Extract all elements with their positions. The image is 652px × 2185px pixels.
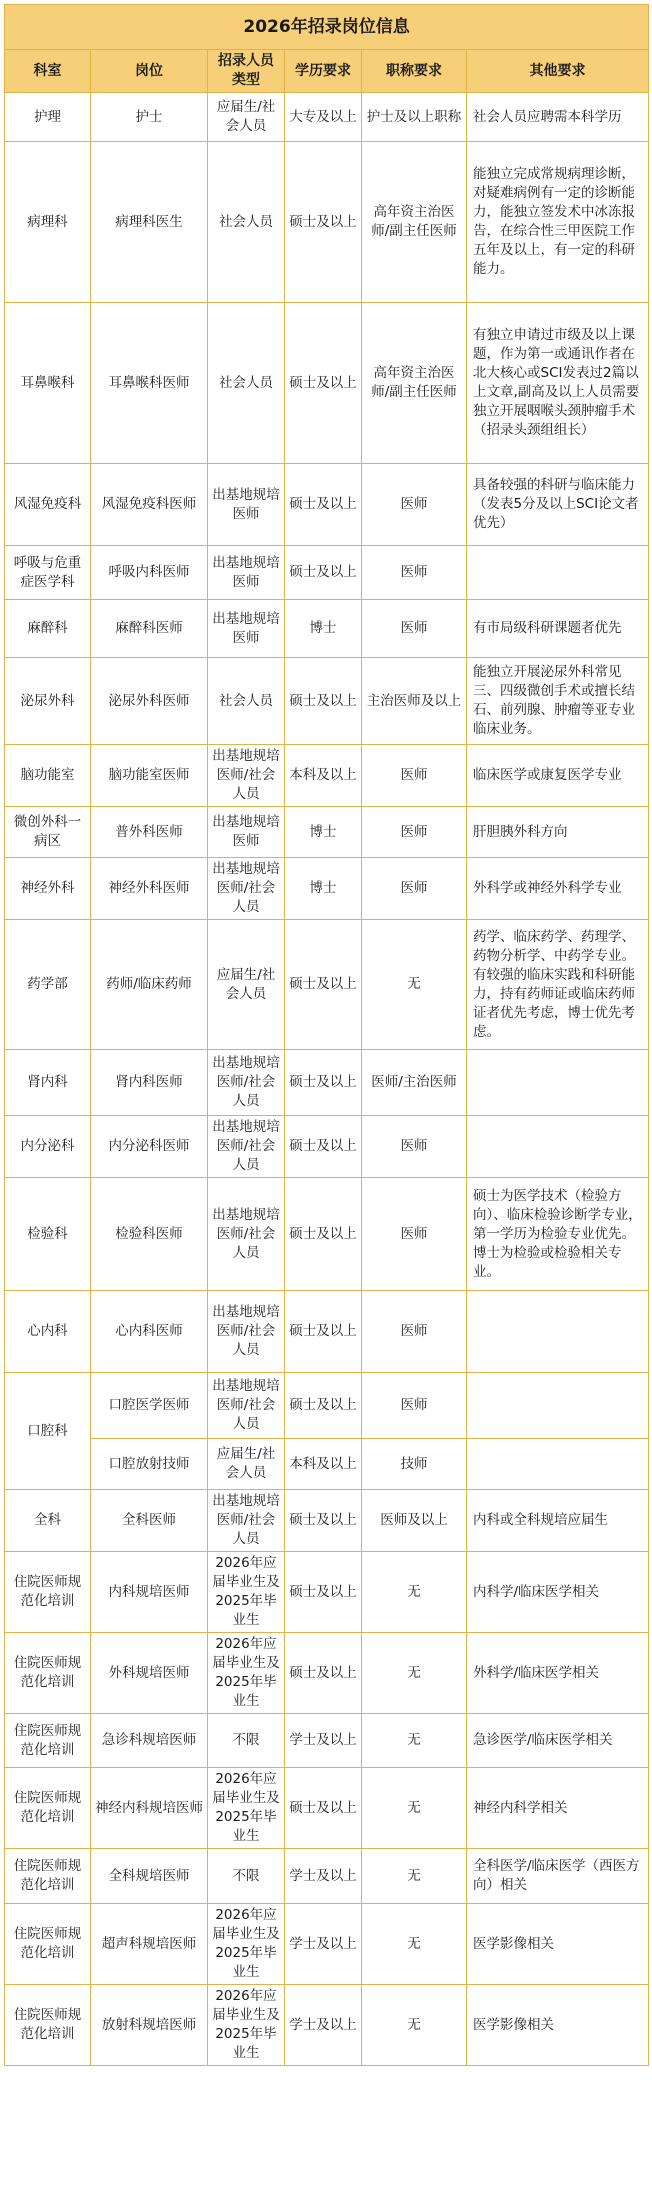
cell-title-req: 无: [362, 920, 467, 1050]
cell-dept: 脑功能室: [5, 745, 91, 807]
header-title-req: 职称要求: [362, 50, 467, 93]
table-row: [5, 1050, 649, 1116]
cell-edu: 硕士及以上: [285, 1050, 362, 1116]
cell-dept: 检验科: [5, 1178, 91, 1291]
cell-type: 2026年应届毕业生及2025年毕业生: [208, 1985, 285, 2066]
cell-edu: 博士: [285, 807, 362, 858]
header-edu: 学历要求: [285, 50, 362, 93]
cell-position: 检验科医师: [91, 1178, 208, 1291]
cell-type: 出基地规培医师/社会人员: [208, 1178, 285, 1291]
table-row: [5, 303, 649, 464]
cell-type: 出基地规培医师: [208, 464, 285, 546]
cell-position: 急诊科规培医师: [91, 1714, 208, 1768]
cell-other: 急诊医学/临床医学相关: [467, 1714, 649, 1768]
cell-title-req: 无: [362, 1985, 467, 2066]
cell-edu: 硕士及以上: [285, 546, 362, 600]
cell-edu: 硕士及以上: [285, 1552, 362, 1633]
table-row: [5, 1985, 649, 2066]
cell-title-req: 医师: [362, 600, 467, 658]
cell-edu: 硕士及以上: [285, 920, 362, 1050]
table-row: [5, 464, 649, 546]
cell-title-req: 医师: [362, 745, 467, 807]
cell-position: 麻醉科医师: [91, 600, 208, 658]
cell-title-req: 主治医师及以上: [362, 658, 467, 745]
cell-edu: 硕士及以上: [285, 1490, 362, 1552]
cell-position: 脑功能室医师: [91, 745, 208, 807]
cell-other: [467, 1050, 649, 1116]
cell-dept: 泌尿外科: [5, 658, 91, 745]
cell-type: 不限: [208, 1714, 285, 1768]
table-row: [5, 1178, 649, 1291]
recruitment-table-container: [4, 4, 648, 2066]
cell-title-req: 医师: [362, 1373, 467, 1439]
cell-other: [467, 1116, 649, 1178]
cell-other: 有市局级科研课题者优先: [467, 600, 649, 658]
cell-other: 神经内科学相关: [467, 1768, 649, 1849]
cell-title-req: 医师: [362, 1116, 467, 1178]
cell-other: 能独立完成常规病理诊断，对疑难病例有一定的诊断能力，能独立签发术中冰冻报告，在综合性三甲医院工作五年及以上，有一定的科研能力。: [467, 142, 649, 303]
cell-edu: 硕士及以上: [285, 464, 362, 546]
cell-position: 药师/临床药师: [91, 920, 208, 1050]
cell-dept: 心内科: [5, 1291, 91, 1373]
cell-type: 出基地规培医师/社会人员: [208, 1291, 285, 1373]
cell-other: 硕士为医学技术（检验方向）、临床检验诊断学专业，第一学历为检验专业优先。博士为检验或检验相关专业。: [467, 1178, 649, 1291]
cell-edu: 硕士及以上: [285, 658, 362, 745]
cell-other: 外科学或神经外科学专业: [467, 858, 649, 920]
table-row: [5, 1373, 649, 1439]
cell-position: 病理科医生: [91, 142, 208, 303]
cell-position: 放射科规培医师: [91, 1985, 208, 2066]
table-row: [5, 1633, 649, 1714]
cell-other: 临床医学或康复医学专业: [467, 745, 649, 807]
cell-edu: 硕士及以上: [285, 1116, 362, 1178]
cell-edu: 硕士及以上: [285, 1178, 362, 1291]
cell-title-req: 医师: [362, 464, 467, 546]
cell-dept: 住院医师规范化培训: [5, 1849, 91, 1904]
cell-edu: 学士及以上: [285, 1904, 362, 1985]
cell-title-req: 无: [362, 1633, 467, 1714]
cell-type: 社会人员: [208, 142, 285, 303]
cell-other: 全科医学/临床医学（西医方向）相关: [467, 1849, 649, 1904]
cell-dept: 内分泌科: [5, 1116, 91, 1178]
cell-edu: 博士: [285, 600, 362, 658]
cell-dept: 耳鼻喉科: [5, 303, 91, 464]
table-row: [5, 658, 649, 745]
cell-title-req: 无: [362, 1768, 467, 1849]
table-row: [5, 600, 649, 658]
table-row: [5, 1490, 649, 1552]
cell-dept: 住院医师规范化培训: [5, 1714, 91, 1768]
cell-position: 耳鼻喉科医师: [91, 303, 208, 464]
table-row: [5, 858, 649, 920]
cell-position: 护士: [91, 93, 208, 142]
cell-type: 出基地规培医师: [208, 807, 285, 858]
cell-dept: 病理科: [5, 142, 91, 303]
cell-dept: 住院医师规范化培训: [5, 1552, 91, 1633]
cell-type: 应届生/社会人员: [208, 1439, 285, 1490]
cell-type: 出基地规培医师/社会人员: [208, 858, 285, 920]
cell-other: 医学影像相关: [467, 1904, 649, 1985]
table-row: [5, 1116, 649, 1178]
cell-dept: 麻醉科: [5, 600, 91, 658]
cell-title-req: 无: [362, 1904, 467, 1985]
cell-position: 超声科规培医师: [91, 1904, 208, 1985]
cell-edu: 学士及以上: [285, 1714, 362, 1768]
cell-dept: 口腔科: [5, 1373, 91, 1490]
table-row: [5, 1552, 649, 1633]
cell-position: 泌尿外科医师: [91, 658, 208, 745]
cell-dept: 微创外科一病区: [5, 807, 91, 858]
header-type: 招录人员类型: [208, 50, 285, 93]
cell-position: 外科规培医师: [91, 1633, 208, 1714]
cell-type: 出基地规培医师/社会人员: [208, 745, 285, 807]
cell-position: 口腔医学医师: [91, 1373, 208, 1439]
table-row: [5, 807, 649, 858]
cell-type: 社会人员: [208, 303, 285, 464]
cell-title-req: 医师: [362, 1178, 467, 1291]
cell-dept: 肾内科: [5, 1050, 91, 1116]
cell-type: 应届生/社会人员: [208, 93, 285, 142]
cell-position: 全科医师: [91, 1490, 208, 1552]
cell-title-req: 无: [362, 1849, 467, 1904]
cell-edu: 大专及以上: [285, 93, 362, 142]
cell-title-req: 无: [362, 1552, 467, 1633]
cell-title-req: 医师: [362, 858, 467, 920]
cell-other: 医学影像相关: [467, 1985, 649, 2066]
cell-dept: 神经外科: [5, 858, 91, 920]
table-row: [5, 142, 649, 303]
cell-type: 2026年应届毕业生及2025年毕业生: [208, 1768, 285, 1849]
cell-type: 社会人员: [208, 658, 285, 745]
cell-type: 出基地规培医师: [208, 546, 285, 600]
cell-other: 能独立开展泌尿外科常见三、四级微创手术或擅长结石、前列腺、肿瘤等亚专业临床业务。: [467, 658, 649, 745]
cell-dept: 护理: [5, 93, 91, 142]
table-row: [5, 1714, 649, 1768]
cell-other: [467, 546, 649, 600]
cell-edu: 硕士及以上: [285, 1633, 362, 1714]
table-row: [5, 745, 649, 807]
cell-other: 内科学/临床医学相关: [467, 1552, 649, 1633]
cell-position: 普外科医师: [91, 807, 208, 858]
header-dept: 科室: [5, 50, 91, 93]
table-row: [5, 1439, 649, 1490]
cell-dept: 住院医师规范化培训: [5, 1904, 91, 1985]
cell-edu: 学士及以上: [285, 1985, 362, 2066]
cell-other: 肝胆胰外科方向: [467, 807, 649, 858]
cell-title-req: 无: [362, 1714, 467, 1768]
cell-position: 风湿免疫科医师: [91, 464, 208, 546]
cell-type: 出基地规培医师: [208, 600, 285, 658]
cell-dept: 住院医师规范化培训: [5, 1985, 91, 2066]
cell-position: 神经外科医师: [91, 858, 208, 920]
cell-edu: 本科及以上: [285, 745, 362, 807]
cell-type: 出基地规培医师/社会人员: [208, 1373, 285, 1439]
cell-dept: 全科: [5, 1490, 91, 1552]
cell-dept: 呼吸与危重症医学科: [5, 546, 91, 600]
cell-title-req: 高年资主治医师/副主任医师: [362, 303, 467, 464]
cell-other: 社会人员应聘需本科学历: [467, 93, 649, 142]
cell-edu: 博士: [285, 858, 362, 920]
cell-position: 内科规培医师: [91, 1552, 208, 1633]
cell-position: 口腔放射技师: [91, 1439, 208, 1490]
cell-type: 出基地规培医师/社会人员: [208, 1116, 285, 1178]
cell-type: 出基地规培医师/社会人员: [208, 1050, 285, 1116]
cell-edu: 硕士及以上: [285, 1373, 362, 1439]
cell-type: 出基地规培医师/社会人员: [208, 1490, 285, 1552]
cell-other: 具备较强的科研与临床能力（发表5分及以上SCI论文者优先）: [467, 464, 649, 546]
cell-edu: 学士及以上: [285, 1849, 362, 1904]
cell-position: 内分泌科医师: [91, 1116, 208, 1178]
cell-edu: 本科及以上: [285, 1439, 362, 1490]
recruitment-table: [4, 4, 649, 2066]
cell-other: 有独立申请过市级及以上课题，作为第一或通讯作者在北大核心或SCI发表过2篇以上文章,副高及以上人员需要独立开展咽喉头颈肿瘤手术（招录头颈组组长）: [467, 303, 649, 464]
cell-title-req: 医师: [362, 807, 467, 858]
cell-edu: 硕士及以上: [285, 1768, 362, 1849]
cell-title-req: 医师: [362, 546, 467, 600]
cell-title-req: 医师/主治医师: [362, 1050, 467, 1116]
cell-title-req: 护士及以上职称: [362, 93, 467, 142]
table-row: [5, 1904, 649, 1985]
cell-type: 2026年应届毕业生及2025年毕业生: [208, 1904, 285, 1985]
header-position: 岗位: [91, 50, 208, 93]
cell-type: 2026年应届毕业生及2025年毕业生: [208, 1552, 285, 1633]
cell-position: 全科规培医师: [91, 1849, 208, 1904]
cell-edu: 硕士及以上: [285, 142, 362, 303]
cell-type: 2026年应届毕业生及2025年毕业生: [208, 1633, 285, 1714]
cell-dept: 住院医师规范化培训: [5, 1768, 91, 1849]
table-row: [5, 1849, 649, 1904]
cell-position: 心内科医师: [91, 1291, 208, 1373]
cell-other: [467, 1373, 649, 1439]
cell-position: 呼吸内科医师: [91, 546, 208, 600]
cell-title-req: 高年资主治医师/副主任医师: [362, 142, 467, 303]
cell-dept: 风湿免疫科: [5, 464, 91, 546]
cell-other: [467, 1439, 649, 1490]
cell-other: 外科学/临床医学相关: [467, 1633, 649, 1714]
cell-type: 应届生/社会人员: [208, 920, 285, 1050]
cell-title-req: 医师: [362, 1291, 467, 1373]
cell-other: [467, 1291, 649, 1373]
cell-title-req: 医师及以上: [362, 1490, 467, 1552]
table-title: 2026年招录岗位信息: [5, 5, 649, 50]
cell-edu: 硕士及以上: [285, 1291, 362, 1373]
cell-type: 不限: [208, 1849, 285, 1904]
table-row: [5, 1291, 649, 1373]
cell-dept: 药学部: [5, 920, 91, 1050]
header-row: [5, 50, 649, 93]
cell-edu: 硕士及以上: [285, 303, 362, 464]
table-row: [5, 93, 649, 142]
cell-title-req: 技师: [362, 1439, 467, 1490]
cell-position: 神经内科规培医师: [91, 1768, 208, 1849]
cell-other: 药学、临床药学、药理学、药物分析学、中药学专业。有较强的临床实践和科研能力，持有药师证或临床药师证者优先考虑，博士优先考虑。: [467, 920, 649, 1050]
cell-other: 内科或全科规培应届生: [467, 1490, 649, 1552]
table-row: [5, 1768, 649, 1849]
cell-position: 肾内科医师: [91, 1050, 208, 1116]
table-row: [5, 546, 649, 600]
cell-dept: 住院医师规范化培训: [5, 1633, 91, 1714]
header-other: 其他要求: [467, 50, 649, 93]
table-row: [5, 920, 649, 1050]
